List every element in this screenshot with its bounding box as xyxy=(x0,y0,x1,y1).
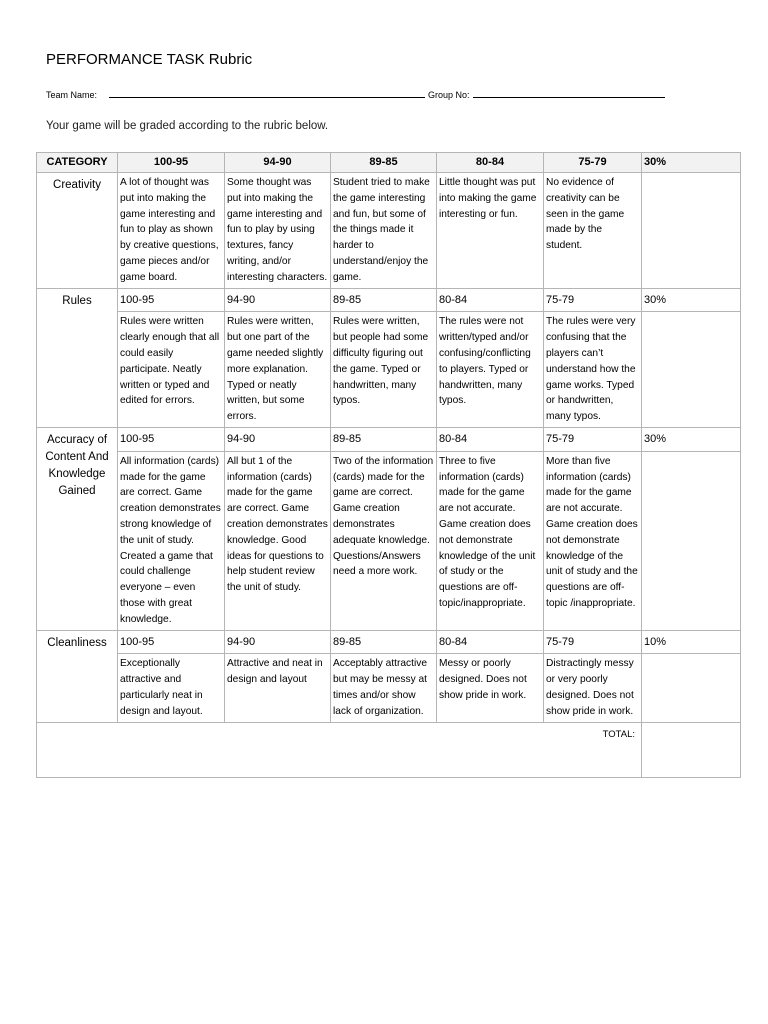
description-cell: Rules were written, but people had some difficulty figuring out the game. Typed or handwritten, many typos. xyxy=(331,312,437,428)
category-cell: Creativity xyxy=(37,173,118,289)
page-title: PERFORMANCE TASK Rubric xyxy=(46,51,253,68)
rubric-table xyxy=(36,152,741,778)
description-cell: Rules were written clearly enough that all could easily participate. Neatly written or typed and edited for errors. xyxy=(118,312,225,428)
header-range: 100-95 xyxy=(118,153,225,173)
description-cell: All information (cards) made for the game are correct. Game creation demonstrates strong knowledge of the unit of study. Created a game that could challenge everyone – even those with great knowledge. xyxy=(118,451,225,630)
category-cell: Accuracy of Content And Knowledge Gained xyxy=(37,427,118,630)
description-cell: Little thought was put into making the game interesting or fun. xyxy=(437,173,544,289)
score-range-cell: 89-85 xyxy=(331,427,437,451)
header-range: 80-84 xyxy=(437,153,544,173)
weight-cell: 30% xyxy=(642,288,741,312)
description-cell: Student tried to make the game interesting and fun, but some of the things made it harder to understand/enjoy the game. xyxy=(331,173,437,289)
description-cell: Messy or poorly designed. Does not show pride in work. xyxy=(437,654,544,722)
score-range-cell: 94-90 xyxy=(225,427,331,451)
weight-cell: 10% xyxy=(642,630,741,654)
score-range-cell: 94-90 xyxy=(225,630,331,654)
weight-cell xyxy=(642,173,741,289)
description-cell: Acceptably attractive but may be messy at times and/or show lack of organization. xyxy=(331,654,437,722)
group-no-field[interactable] xyxy=(473,88,665,98)
score-range-cell: 80-84 xyxy=(437,427,544,451)
description-cell: All but 1 of the information (cards) made for the game are correct. Game creation demonstrates knowledge. Good ideas for questions to help student review the unit of study. xyxy=(225,451,331,630)
description-cell: Three to five information (cards) made for the game are not accurate. Game creation does not demonstrate knowledge of the unit of study or the questions are off-topic/inappropriate. xyxy=(437,451,544,630)
description-cell: No evidence of creativity can be seen in the game made by the student. xyxy=(544,173,642,289)
header-range: 89-85 xyxy=(331,153,437,173)
group-no-label: Group No: xyxy=(428,90,470,100)
score-range-cell: 89-85 xyxy=(331,630,437,654)
instructions-text: Your game will be graded according to the rubric below. xyxy=(46,120,329,132)
score-row xyxy=(37,630,741,654)
score-range-cell: 100-95 xyxy=(118,288,225,312)
score-range-cell: 100-95 xyxy=(118,630,225,654)
description-cell: Two of the information (cards) made for the game are correct. Game creation demonstrates adequate knowledge. Questions/Answers need a more work. xyxy=(331,451,437,630)
score-range-cell: 75-79 xyxy=(544,288,642,312)
table-row xyxy=(37,312,741,428)
description-cell: Attractive and neat in design and layout xyxy=(225,654,331,722)
table-row xyxy=(37,654,741,722)
score-range-cell: 80-84 xyxy=(437,288,544,312)
score-range-cell: 94-90 xyxy=(225,288,331,312)
total-label: TOTAL: xyxy=(37,722,642,777)
description-cell: Rules were written, but one part of the game needed slightly more explanation. Typed or neatly written, but some errors. xyxy=(225,312,331,428)
team-group-line xyxy=(46,88,686,100)
score-range-cell: 75-79 xyxy=(544,427,642,451)
description-cell: The rules were not written/typed and/or confusing/conflicting to players. Typed or handwritten, many typos. xyxy=(437,312,544,428)
score-range-cell: 89-85 xyxy=(331,288,437,312)
header-range: 75-79 xyxy=(544,153,642,173)
score-range-cell: 75-79 xyxy=(544,630,642,654)
description-cell: Exceptionally attractive and particularly neat in design and layout. xyxy=(118,654,225,722)
header-range: 94-90 xyxy=(225,153,331,173)
score-entry-cell[interactable] xyxy=(642,451,741,630)
score-row xyxy=(37,427,741,451)
category-cell: Rules xyxy=(37,288,118,427)
description-cell: Distractingly messy or very poorly designed. Does not show pride in work. xyxy=(544,654,642,722)
description-cell: A lot of thought was put into making the game interesting and fun to play as shown by creative questions, game pieces and/or game board. xyxy=(118,173,225,289)
description-cell: Some thought was put into making the game interesting and fun to play by using textures, fancy writing, and/or interesting characters. xyxy=(225,173,331,289)
table-row xyxy=(37,451,741,630)
table-row xyxy=(37,173,741,289)
score-range-cell: 80-84 xyxy=(437,630,544,654)
score-range-cell: 100-95 xyxy=(118,427,225,451)
score-row xyxy=(37,288,741,312)
team-name-label: Team Name: xyxy=(46,90,98,100)
header-weight: 30% xyxy=(642,153,741,173)
description-cell: The rules were very confusing that the players can’t understand how the game works. Typed or handwritten, many typos. xyxy=(544,312,642,428)
description-cell: More than five information (cards) made for the game are not accurate. Game creation does not demonstrate knowledge of the unit of study and the questions are off-topic /inappropriate. xyxy=(544,451,642,630)
score-entry-cell[interactable] xyxy=(642,312,741,428)
category-cell: Cleanliness xyxy=(37,630,118,722)
team-name-field[interactable] xyxy=(109,88,425,98)
header-row xyxy=(37,153,741,173)
weight-cell: 30% xyxy=(642,427,741,451)
score-entry-cell[interactable] xyxy=(642,654,741,722)
header-category: CATEGORY xyxy=(37,153,118,173)
total-row xyxy=(37,722,741,777)
total-entry-cell[interactable] xyxy=(642,722,741,777)
